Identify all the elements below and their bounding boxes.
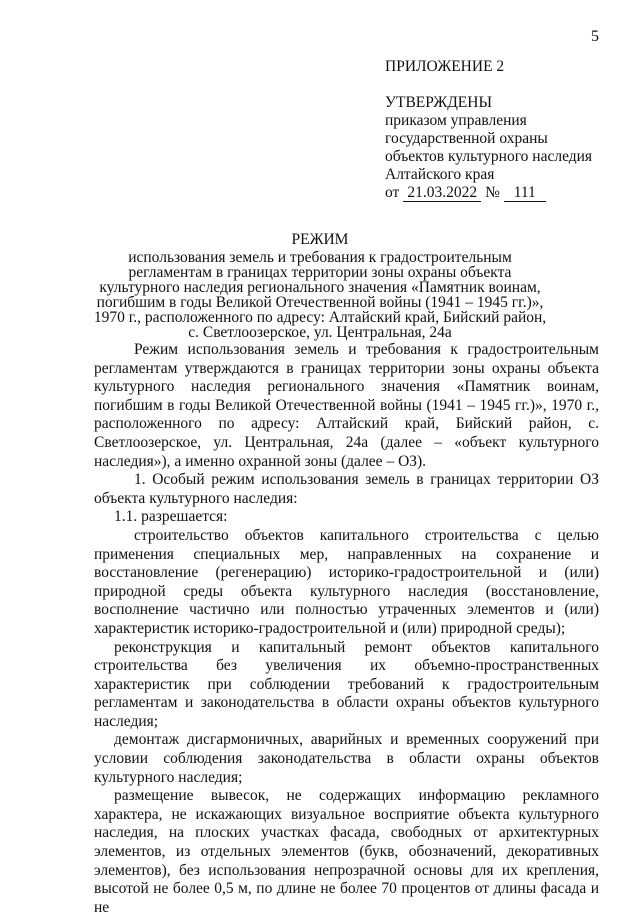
approved-heading: УТВЕРЖДЕНЫ — [385, 94, 492, 111]
title-line-3: культурного наследия регионального значения «Памятник воинам, — [99, 279, 541, 296]
paragraph-reconstruction: реконструкция и капитальный ремонт объектов капитального строительства без увеличения их объемно-пространственных характеристик при соблюдении требований к градостроительным регламентам и законодательства в области охраны объектов культурного наследия; — [94, 638, 599, 730]
title-line-1: использования земель и требования к градостроительным — [128, 249, 512, 266]
page-number: 5 — [591, 28, 599, 45]
approval-line-4: Алтайского края — [385, 166, 495, 183]
approval-date-line — [385, 184, 625, 202]
title-line-5: 1970 г., расположенного по адресу: Алтайский край, Бийский район, — [93, 309, 547, 326]
document-body — [94, 341, 599, 917]
document-title: РЕЖИМ — [291, 231, 349, 248]
section-1: 1. Особый режим использования земель в границах территории ОЗ объекта культурного наследия: — [94, 471, 599, 507]
approval-block — [385, 58, 625, 202]
order-number: 111 — [504, 185, 546, 202]
approval-line-3: объектов культурного наследия — [385, 148, 593, 165]
from-label: от — [385, 184, 400, 201]
paragraph-demolition: демонтаж дисгармоничных, аварийных и временных сооружений при условии соблюдения законодательства в области охраны объектов культурного наследия; — [94, 731, 599, 786]
order-date: 21.03.2022 — [403, 185, 481, 202]
title-line-4: погибшим в годы Великой Отечественной войны (1941 – 1945 гг.)», — [96, 294, 544, 311]
approval-line-1: приказом управления — [385, 112, 527, 129]
appendix-label: ПРИЛОЖЕНИЕ 2 — [385, 58, 505, 75]
paragraph-construction: строительство объектов капитального строительства с целью применения специальных мер, направленных на сохранение и восстановление (регенерацию) историко-градостроительной и (или) природной среды объекта культурного наследия (восстановление, восполнение частично или полностью утраченных элементов и (или) характеристик историко-градостроительной и (или) природной среды); — [94, 526, 599, 637]
title-line-6: с. Светлоозерское, ул. Центральная, 24а — [188, 324, 452, 341]
paragraph-signage: размещение вывесок, не содержащих информацию рекламного характера, не искажающих визуальное восприятие объекта культурного наследия, на плоских участках фасада, свободных от архитектурных элементов, из отдельных элементов (букв, обозначений, декоративных элементов), без использования непрозрачной основы для их крепления, высотой не более 0,5 м, по длине не более 70 процентов от длины фасада и не — [94, 787, 599, 916]
number-sign: № — [485, 184, 500, 201]
title-line-2: регламентам в границах территории зоны охраны объекта — [128, 264, 512, 281]
intro-paragraph: Режим использования земель и требования к градостроительным регламентам утверждаются в границах территории зоны охраны объекта культурного наследия регионального значения «Памятник воинам, погибшим в годы Великой Отечественной войны (1941 – 1945 гг.)», 1970 г., расположенного по адресу: Алтайский край, Бийский район, с. Светлоозерское, ул. Центральная, 24а (далее – «объект культурного наследия»), а именно охранной зоны (далее – ОЗ). — [94, 341, 599, 470]
section-1-1: 1.1. разрешается: — [114, 508, 228, 526]
approval-line-2: государственной охраны — [385, 130, 548, 147]
